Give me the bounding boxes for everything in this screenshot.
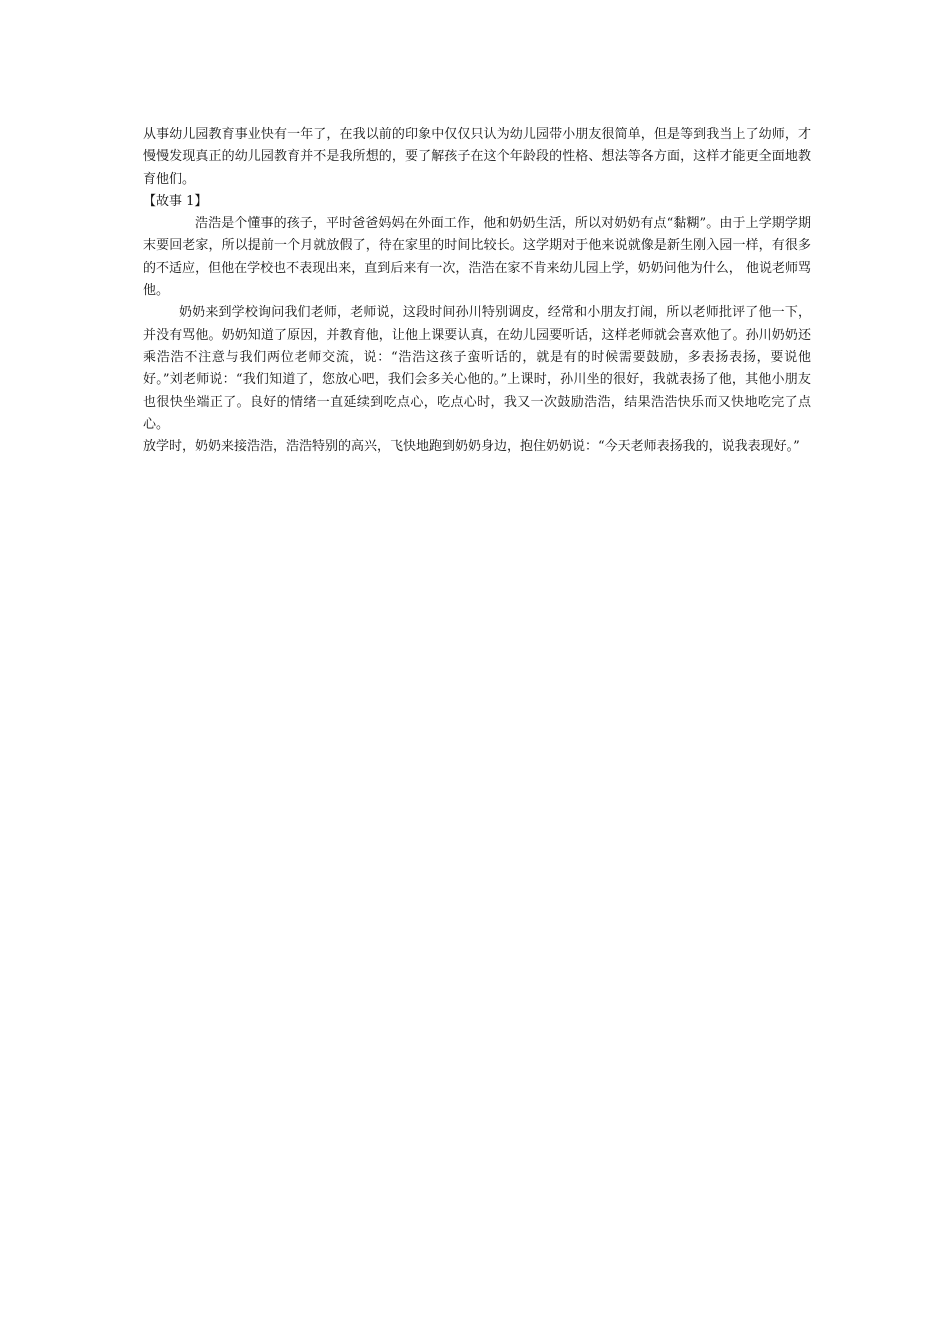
intro-paragraph: 从事幼儿园教育事业快有一年了，在我以前的印象中仅仅只认为幼儿园带小朋友很简单，但是等到我当上了幼师，才慢慢发现真正的幼儿园教育并不是我所想的，要了解孩子在这个年龄段的性格、想法等各方面，这样才能更全面地教育他们。 (143, 127, 811, 187)
story-heading: 【故事 1】 (143, 193, 208, 209)
story-paragraph-3: 放学时，奶奶来接浩浩，浩浩特别的高兴，飞快地跑到奶奶身边，抱住奶奶说：“今天老师表扬我的，说我表现好。” (143, 439, 800, 455)
story-paragraph-1: 浩浩是个懂事的孩子，平时爸爸妈妈在外面工作，他和奶奶生活，所以对奶奶有点“黏糊”。由于上学期学期末要回老家，所以提前一个月就放假了，待在家里的时间比较长。这学期对于他来说就像是新生刚入园一样，有很多的不适应，但他在学校也不表现出来，直到后来有一次，浩浩在家不肯来幼儿园上学，奶奶问他为什么， 他说老师骂他。 (143, 216, 811, 299)
document-body (143, 124, 811, 458)
story-paragraph-2: 奶奶来到学校询问我们老师，老师说，这段时间孙川特别调皮，经常和小朋友打闹，所以老师批评了他一下，并没有骂他。奶奶知道了原因，并教育他，让他上课要认真，在幼儿园要听话，这样老师就会喜欢他了。孙川奶奶还乘浩浩不注意与我们两位老师交流，说：“浩浩这孩子蛮听话的，就是有的时候需要鼓励，多表扬表扬，要说他好。”刘老师说：“我们知道了，您放心吧，我们会多关心他的。”上课时，孙川坐的很好，我就表扬了他，其他小朋友也很快坐端正了。良好的情绪一直延续到吃点心，吃点心时，我又一次鼓励浩浩，结果浩浩快乐而又快地吃完了点心。 (143, 305, 811, 432)
